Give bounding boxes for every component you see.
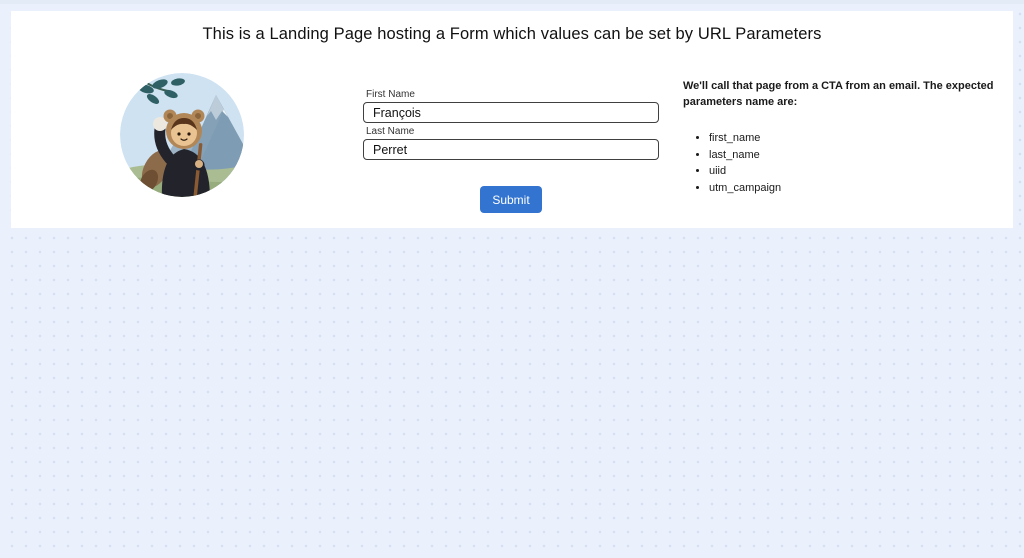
parameter-item: • last_name [709, 147, 1003, 164]
top-strip [0, 0, 1024, 4]
avatar [120, 73, 244, 197]
info-heading: We'll call that page from a CTA from an email. The expected parameters name are: [683, 80, 994, 108]
parameter-item: • first_name [709, 130, 1003, 147]
info-panel [683, 78, 1003, 196]
last-name-input[interactable] [363, 139, 659, 160]
first-name-label: First Name [366, 89, 415, 100]
page-title: This is a Landing Page hosting a Form which values can be set by URL Parameters [202, 25, 822, 43]
parameter-item: • uiid [709, 163, 1003, 180]
first-name-input[interactable] [363, 102, 659, 123]
parameter-item: • utm_campaign [709, 180, 1003, 197]
content-card [11, 11, 1013, 228]
astro-hiker-avatar-icon [120, 73, 244, 197]
submit-button[interactable]: Submit [480, 186, 541, 213]
lead-form [363, 89, 659, 213]
parameter-list [683, 130, 1003, 196]
last-name-label: Last Name [366, 126, 415, 137]
